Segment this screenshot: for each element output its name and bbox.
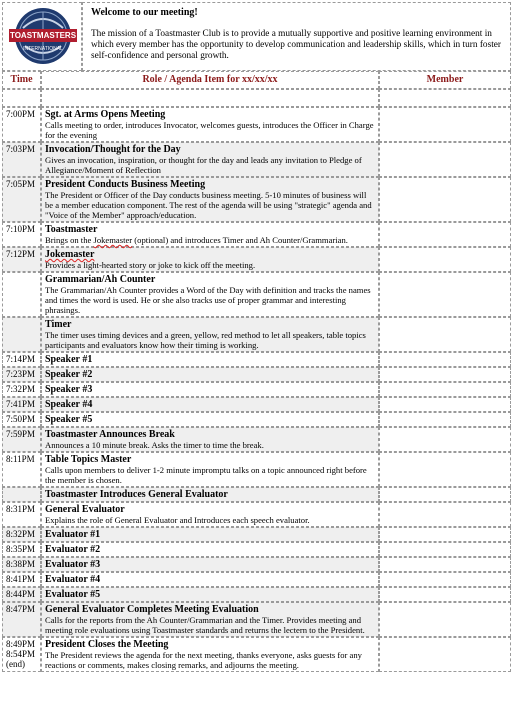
agenda-title: Evaluator #2 bbox=[45, 544, 101, 555]
agenda-row bbox=[2, 452, 511, 487]
welcome-cell bbox=[82, 2, 511, 71]
agenda-time: 8:38PM bbox=[2, 557, 41, 572]
col-role-header: Role / Agenda Item for xx/xx/xx bbox=[41, 71, 379, 89]
mission-statement: The mission of a Toastmaster Club is to provide a mutually supportive and positive learning environment in which every member has the opportunity to develop communication and leadership skills, which in turn foster self-confidence and personal growth. bbox=[91, 29, 501, 61]
column-header-row bbox=[2, 71, 511, 89]
agenda-description: Explains the role of General Evaluator and Introduces each speech evaluator. bbox=[45, 515, 310, 525]
agenda-time: 8:44PM bbox=[2, 587, 41, 602]
agenda-role bbox=[41, 272, 379, 317]
agenda-title: Timer bbox=[45, 319, 72, 330]
agenda-role bbox=[41, 107, 379, 142]
agenda-title: Speaker #3 bbox=[45, 384, 93, 395]
agenda-row bbox=[2, 427, 511, 452]
agenda-role bbox=[41, 412, 379, 427]
agenda-role bbox=[41, 142, 379, 177]
agenda-row bbox=[2, 637, 511, 672]
member-input-cell[interactable] bbox=[379, 427, 511, 452]
agenda-row bbox=[2, 222, 511, 247]
agenda-title: Speaker #4 bbox=[45, 399, 93, 410]
agenda-role bbox=[41, 527, 379, 542]
agenda-time: 7:10PM bbox=[2, 222, 41, 247]
agenda-title: Jokemaster bbox=[45, 249, 95, 260]
welcome-heading: Welcome to our meeting! bbox=[91, 7, 198, 18]
agenda-time: 7:50PM bbox=[2, 412, 41, 427]
agenda-row bbox=[2, 352, 511, 367]
agenda-role bbox=[41, 382, 379, 397]
spacer-row bbox=[2, 89, 511, 107]
member-input-cell[interactable] bbox=[379, 502, 511, 527]
agenda-row bbox=[2, 272, 511, 317]
agenda-description: Gives an invocation, inspiration, or thought for the day and leads any invitation to Pledge of Allegiance/Moment of Reflection bbox=[45, 155, 362, 175]
agenda-title: Evaluator #5 bbox=[45, 589, 101, 600]
agenda-row bbox=[2, 142, 511, 177]
agenda-row bbox=[2, 317, 511, 352]
agenda-title: Speaker #1 bbox=[45, 354, 93, 365]
member-input-cell[interactable] bbox=[379, 487, 511, 502]
agenda-row bbox=[2, 247, 511, 272]
agenda-title: Evaluator #3 bbox=[45, 559, 101, 570]
agenda-title: Evaluator #1 bbox=[45, 529, 101, 540]
member-input-cell[interactable] bbox=[379, 542, 511, 557]
agenda-title: Toastmaster bbox=[45, 224, 98, 235]
header-row bbox=[2, 2, 511, 71]
member-input-cell[interactable] bbox=[379, 367, 511, 382]
member-input-cell[interactable] bbox=[379, 317, 511, 352]
agenda-title: General Evaluator Completes Meeting Evaluation bbox=[45, 604, 259, 615]
agenda-role bbox=[41, 587, 379, 602]
agenda-description: Brings on the Jokemaster (optional) and introduces Timer and Ah Counter/Grammarian. bbox=[45, 235, 348, 245]
agenda-time: 8:35PM bbox=[2, 542, 41, 557]
agenda-title: Speaker #2 bbox=[45, 369, 93, 380]
logo-cell bbox=[2, 2, 82, 71]
agenda-role bbox=[41, 542, 379, 557]
agenda-row bbox=[2, 572, 511, 587]
agenda-description: The Grammarian/Ah Counter provides a Word of the Day with definition and tracks the names and times the word is used. He or she also tracks use of proper grammar and interesting phrasings. bbox=[45, 285, 371, 315]
agenda-title: Toastmaster Introduces General Evaluator bbox=[45, 489, 228, 500]
agenda-row bbox=[2, 587, 511, 602]
agenda-time: 8:41PM bbox=[2, 572, 41, 587]
agenda-time: 8:47PM bbox=[2, 602, 41, 637]
member-input-cell[interactable] bbox=[379, 142, 511, 177]
agenda-row bbox=[2, 542, 511, 557]
agenda-table bbox=[2, 2, 511, 672]
agenda-row bbox=[2, 397, 511, 412]
agenda-role bbox=[41, 452, 379, 487]
member-input-cell[interactable] bbox=[379, 572, 511, 587]
toastmasters-logo bbox=[9, 6, 77, 66]
agenda-time bbox=[2, 487, 41, 502]
member-input-cell[interactable] bbox=[379, 587, 511, 602]
agenda-description: The President or Officer of the Day conducts business meeting. 5-10 minutes of business will be a member education component. The rest of the agenda will be using "strategic" agenda and "Voice of the Member" approach/education. bbox=[45, 190, 372, 220]
agenda-page bbox=[2, 2, 511, 672]
col-member-header: Member bbox=[379, 71, 511, 89]
agenda-row bbox=[2, 557, 511, 572]
agenda-role bbox=[41, 177, 379, 222]
agenda-time: 8:11PM bbox=[2, 452, 41, 487]
agenda-time: 7:41PM bbox=[2, 397, 41, 412]
member-input-cell[interactable] bbox=[379, 452, 511, 487]
agenda-description: The President reviews the agenda for the next meeting, thanks everyone, asks guests for any reactions or comments, makes closing remarks, and adjourns the meeting. bbox=[45, 650, 362, 670]
col-time-header: Time bbox=[2, 71, 41, 89]
agenda-role bbox=[41, 352, 379, 367]
agenda-role bbox=[41, 502, 379, 527]
agenda-title: Sgt. at Arms Opens Meeting bbox=[45, 109, 166, 120]
agenda-title: President Closes the Meeting bbox=[45, 639, 169, 650]
agenda-time bbox=[2, 272, 41, 317]
agenda-title: President Conducts Business Meeting bbox=[45, 179, 206, 190]
logo-text: TOASTMASTERS bbox=[9, 31, 77, 40]
spacer-cell bbox=[379, 89, 511, 107]
agenda-row bbox=[2, 502, 511, 527]
member-input-cell[interactable] bbox=[379, 412, 511, 427]
agenda-role bbox=[41, 487, 379, 502]
member-input-cell[interactable] bbox=[379, 637, 511, 672]
agenda-role bbox=[41, 367, 379, 382]
member-input-cell[interactable] bbox=[379, 557, 511, 572]
agenda-title: Evaluator #4 bbox=[45, 574, 101, 585]
agenda-time: 7:05PM bbox=[2, 177, 41, 222]
agenda-rows bbox=[2, 107, 511, 672]
agenda-row bbox=[2, 602, 511, 637]
agenda-time: 7:14PM bbox=[2, 352, 41, 367]
agenda-role bbox=[41, 427, 379, 452]
agenda-row bbox=[2, 412, 511, 427]
agenda-description: Calls upon members to deliver 1-2 minute impromptu talks on a topic announced right before the member is chosen. bbox=[45, 465, 367, 485]
agenda-description: Calls meeting to order, introduces Invocator, welcomes guests, introduces the Officer in Charge for the evening bbox=[45, 120, 374, 140]
member-input-cell[interactable] bbox=[379, 382, 511, 397]
agenda-role bbox=[41, 572, 379, 587]
agenda-time: 8:31PM bbox=[2, 502, 41, 527]
agenda-time: 7:00PM bbox=[2, 107, 41, 142]
agenda-description: Announces a 10 minute break. Asks the timer to time the break. bbox=[45, 440, 264, 450]
agenda-role bbox=[41, 317, 379, 352]
agenda-time: 7:12PM bbox=[2, 247, 41, 272]
agenda-title: Toastmaster Announces Break bbox=[45, 429, 175, 440]
agenda-role bbox=[41, 557, 379, 572]
agenda-role bbox=[41, 637, 379, 672]
agenda-role bbox=[41, 602, 379, 637]
agenda-row bbox=[2, 367, 511, 382]
logo-subtext: INTERNATIONAL bbox=[23, 46, 63, 52]
agenda-time: 8:49PM 8:54PM (end) bbox=[2, 637, 41, 672]
member-input-cell[interactable] bbox=[379, 107, 511, 142]
member-input-cell[interactable] bbox=[379, 527, 511, 542]
member-input-cell[interactable] bbox=[379, 247, 511, 272]
member-input-cell[interactable] bbox=[379, 352, 511, 367]
agenda-role bbox=[41, 247, 379, 272]
agenda-title: General Evaluator bbox=[45, 504, 125, 515]
agenda-row bbox=[2, 382, 511, 397]
spacer-cell bbox=[41, 89, 379, 107]
member-input-cell[interactable] bbox=[379, 602, 511, 637]
agenda-role bbox=[41, 222, 379, 247]
agenda-row bbox=[2, 107, 511, 142]
agenda-row bbox=[2, 527, 511, 542]
agenda-title: Invocation/Thought for the Day bbox=[45, 144, 181, 155]
agenda-time: 7:03PM bbox=[2, 142, 41, 177]
member-input-cell[interactable] bbox=[379, 222, 511, 247]
agenda-time bbox=[2, 317, 41, 352]
agenda-time: 8:32PM bbox=[2, 527, 41, 542]
agenda-time: 7:32PM bbox=[2, 382, 41, 397]
agenda-description: The timer uses timing devices and a green, yellow, red method to let all speakers, table topics participants and evaluators know how their timing is working. bbox=[45, 330, 366, 350]
member-input-cell[interactable] bbox=[379, 272, 511, 317]
agenda-role bbox=[41, 397, 379, 412]
member-input-cell[interactable] bbox=[379, 397, 511, 412]
spacer-cell bbox=[2, 89, 41, 107]
agenda-title: Table Topics Master bbox=[45, 454, 132, 465]
agenda-title: Speaker #5 bbox=[45, 414, 93, 425]
agenda-row bbox=[2, 177, 511, 222]
agenda-description: Calls for the reports from the Ah Counter/Grammarian and the Timer. Provides meeting and meeting role evaluations using Toastmaster standards and returns the lectern to the President. bbox=[45, 615, 365, 635]
agenda-description: Provides a light-hearted story or joke to kick off the meeting. bbox=[45, 260, 256, 270]
agenda-time: 7:23PM bbox=[2, 367, 41, 382]
agenda-time: 7:59PM bbox=[2, 427, 41, 452]
agenda-row bbox=[2, 487, 511, 502]
member-input-cell[interactable] bbox=[379, 177, 511, 222]
agenda-title: Grammarian/Ah Counter bbox=[45, 274, 156, 285]
